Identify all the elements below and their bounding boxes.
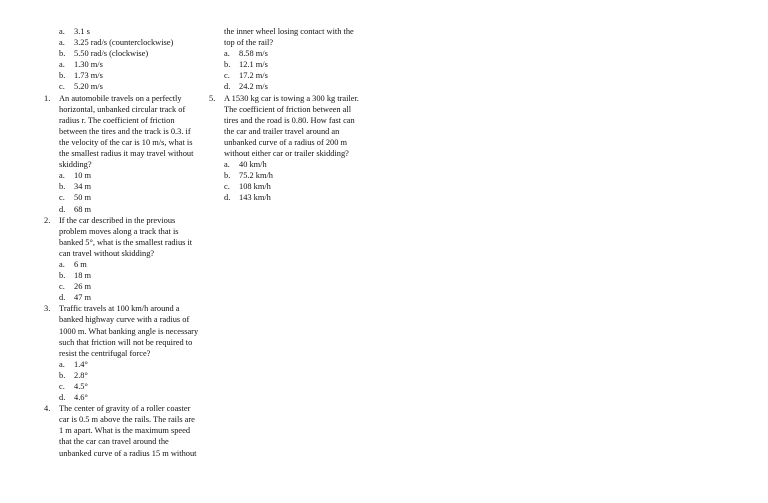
answer-option [224,70,376,81]
option-text: 1.30 m/s [74,60,103,70]
option-text: 40 km/h [239,160,267,170]
option-text: 2.8° [74,370,88,380]
option-label: d. [224,82,231,92]
question-line: without either car or trailer skidding? [224,149,349,159]
answer-option [44,281,204,292]
option-text: 1.4° [74,359,88,369]
option-label: a. [224,160,230,170]
option-text: 108 km/h [239,182,271,192]
question-line: top of the rail? [224,38,274,48]
left-column [44,26,204,459]
question-line: 1000 m. What banking angle is necessary [59,326,199,336]
option-label: c. [59,282,65,292]
question-text [59,303,204,358]
option-label: b. [59,182,66,192]
question-number: 2. [44,215,51,225]
question-number: 4. [44,404,51,414]
option-label: a. [59,60,65,70]
option-text: 50 m [74,193,91,203]
option-text: 47 m [74,293,91,303]
question-line: the velocity of the car is 10 m/s, what is [59,137,193,147]
question-line: banked highway curve with a radius of [59,315,190,325]
option-text: 5.50 rad/s (clockwise) [74,49,149,59]
option-text: 143 km/h [239,193,271,203]
question-line: unbanked curve of a radius 15 m without [59,448,197,458]
option-text: 34 m [74,182,91,192]
question-3 [44,303,204,358]
option-text: 18 m [74,271,91,281]
question-line: the inner wheel losing contact with the [224,27,354,36]
answer-option [44,204,204,215]
option-label: d. [59,204,66,214]
answer-option [224,181,376,192]
option-label: b. [224,171,231,181]
option-label: c. [59,382,65,391]
option-text: 26 m [74,282,91,292]
question-line: A 1530 kg car is towing a 300 kg trailer. [224,93,359,103]
option-label: a. [59,171,65,181]
question-5 [209,93,376,160]
question-line: radius r. The coefficient of friction [59,115,175,125]
answer-option [224,192,376,203]
option-label: b. [59,271,66,281]
question-line: If the car described in the previous [59,215,176,225]
option-text: 4.6° [74,393,88,403]
question-line: problem moves along a track that is [59,226,179,236]
option-label: d. [59,393,66,403]
answer-option [44,70,204,81]
answer-option [224,48,376,59]
question-line: banked 5°, what is the smallest radius it [59,237,193,247]
question-line: The center of gravity of a roller coaster [59,404,191,414]
question-line: The coefficient of friction between all [224,104,352,114]
question-line: 1 m apart. What is the maximum speed [59,426,191,436]
question-line: such that friction will not be required to [59,337,193,347]
question-4 [44,403,204,458]
option-text: 5.20 m/s [74,82,103,92]
option-text: 24.2 m/s [239,82,268,92]
option-text: 75.2 km/h [239,171,273,181]
answer-option [44,26,204,37]
question-line: car is 0.5 m above the rails. The rails are [59,415,195,425]
option-label: d. [59,293,66,303]
question-4-continuation [224,26,376,48]
option-text: 8.58 m/s [239,49,268,59]
question-line: between the tires and the track is 0.3. if [59,126,191,136]
option-text: 1.73 m/s [74,71,103,81]
option-label: c. [59,82,65,92]
question-number: 5. [209,93,216,103]
option-label: a. [59,259,65,269]
answer-option [44,81,204,92]
question-line: unbanked curve of a radius of 200 m [224,137,348,147]
question-text [224,93,376,160]
answer-option [224,81,376,92]
question-line: that the car can travel around the [59,437,169,447]
option-text: 3.25 rad/s (counterclockwise) [74,38,174,48]
answer-option [44,292,204,303]
question-line: Traffic travels at 100 km/h around a [59,304,180,314]
option-label: c. [59,193,65,203]
answer-option [44,370,204,381]
question-line: skidding? [59,160,92,170]
option-label: b. [224,60,231,70]
option-label: a. [224,49,230,59]
option-label: b. [59,71,66,81]
answer-option [44,48,204,59]
question-line: tires and the road is 0.80. How fast can [224,115,355,125]
question-text [59,215,204,259]
option-text: 3.1 s [74,27,90,36]
question-number: 3. [44,304,51,314]
option-label: a. [59,27,65,36]
option-label: a. [59,359,65,369]
answer-option [44,181,204,192]
answer-option [44,59,204,70]
option-label: d. [224,193,231,203]
answer-option [224,159,376,170]
option-text: 17.2 m/s [239,71,268,81]
question-line: the car and trailer travel around an [224,126,340,136]
answer-option [44,392,204,403]
answer-option [44,359,204,370]
option-label: b. [59,370,66,380]
option-text: 6 m [74,259,87,269]
answer-option [44,259,204,270]
option-label: b. [59,49,66,59]
option-text: 10 m [74,171,91,181]
answer-option [224,59,376,70]
question-text [59,93,204,171]
answer-option [44,192,204,203]
answer-option [44,37,204,48]
option-text: 12.1 m/s [239,60,268,70]
option-label: c. [224,71,230,81]
option-text: 4.5° [74,382,88,391]
option-label: a. [59,38,65,48]
question-2 [44,215,204,259]
question-line: can travel without skidding? [59,248,155,258]
question-line: horizontal, unbanked circular track of [59,104,186,114]
answer-option [44,170,204,181]
question-number: 1. [44,93,51,103]
answer-option [224,170,376,181]
question-line: the smallest radius it may travel without [59,149,194,159]
option-label: c. [224,182,230,192]
answer-option [44,270,204,281]
question-line: An automobile travels on a perfectly [59,93,182,103]
option-text: 68 m [74,204,91,214]
question-text [59,403,204,458]
answer-option [44,381,204,392]
question-line: resist the centrifugal force? [59,348,151,358]
right-column [209,26,376,204]
question-1 [44,93,204,171]
